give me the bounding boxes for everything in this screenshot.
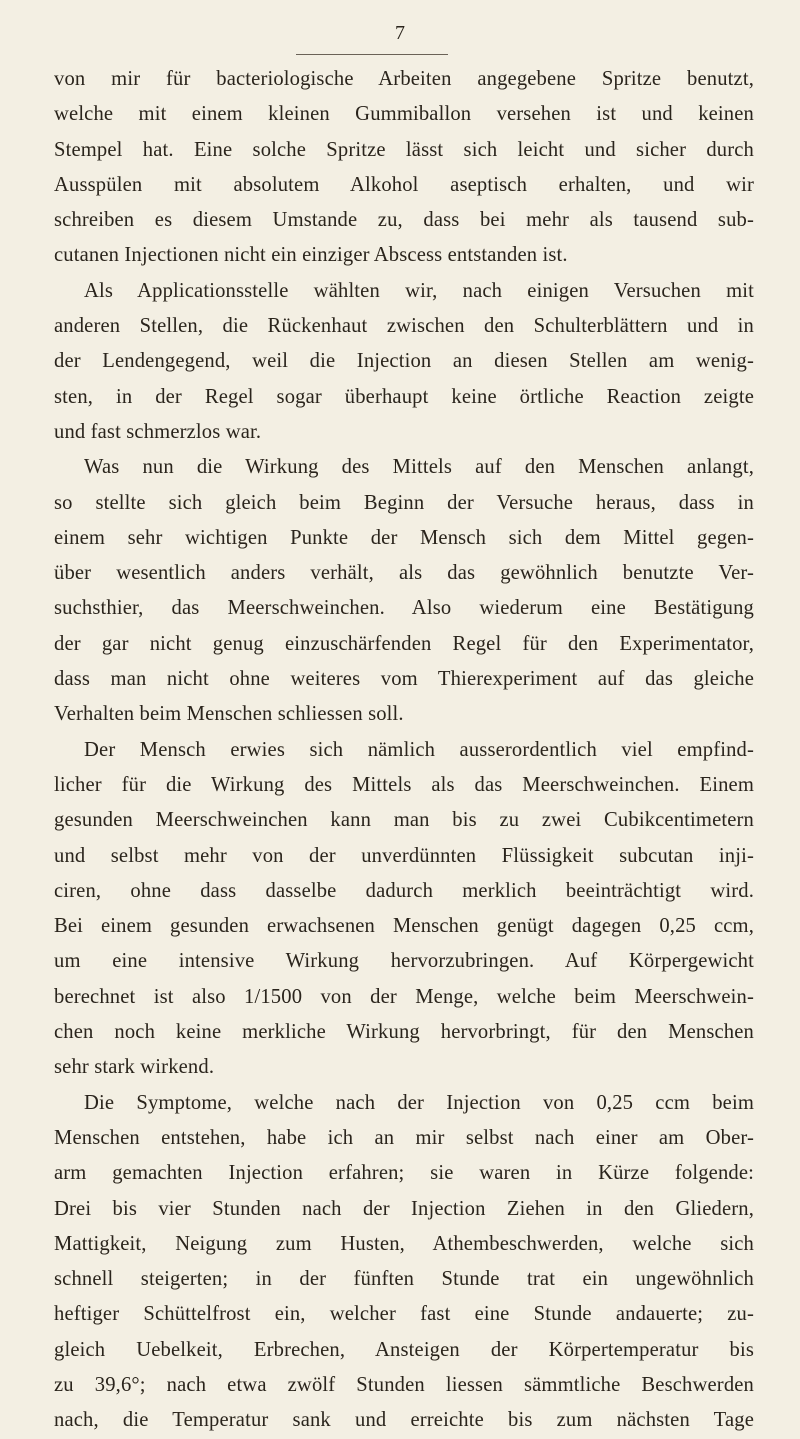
text-line: berechnet ist also 1/1500 von der Menge, welche beim Meerschwein- [54,985,754,1008]
text-line: heftiger Schüttelfrost ein, welcher fast eine Stunde andauerte; zu- [54,1303,754,1326]
text-line: gleich Uebelkeit, Erbrechen, Ansteigen der Körpertemperatur bis [54,1338,754,1361]
text-line: der Lendengegend, weil die Injection an diesen Stellen am wenig- [54,350,754,373]
text-line: und selbst mehr von der unverdünnten Flüssigkeit subcutan inji- [54,844,754,867]
text-line: nach, die Temperatur sank und erreichte bis zum nächsten Tage [54,1409,754,1432]
text-line: arm gemachten Injection erfahren; sie waren in Kürze folgende: [54,1162,754,1185]
text-line: Der Mensch erwies sich nämlich ausserordentlich viel empfind- [84,738,754,761]
text-line: Mattigkeit, Neigung zum Husten, Athembeschwerden, welche sich [54,1232,754,1255]
text-line: einem sehr wichtigen Punkte der Mensch sich dem Mittel gegen- [54,526,754,549]
text-line: Ausspülen mit absolutem Alkohol aseptisch erhalten, und wir [54,173,754,196]
text-line: Stempel hat. Eine solche Spritze lässt sich leicht und sicher durch [54,138,754,161]
text-line: ciren, ohne dass dasselbe dadurch merklich beeinträchtigt wird. [54,879,754,902]
text-line: cutanen Injectionen nicht ein einziger Abscess entstanden ist. [54,244,568,267]
text-line: schnell steigerten; in der fünften Stunde trat ein ungewöhnlich [54,1268,754,1291]
text-line: der gar nicht genug einzuschärfenden Regel für den Experimentator, [54,632,754,655]
text-line: Drei bis vier Stunden nach der Injection Ziehen in den Gliedern, [54,1197,754,1220]
text-line: sehr stark wirkend. [54,1056,215,1079]
text-line: licher für die Wirkung des Mittels als das Meerschweinchen. Einem [54,773,754,796]
text-line: und fast schmerzlos war. [54,420,262,443]
text-line: Die Symptome, welche nach der Injection von 0,25 ccm beim [84,1091,754,1114]
text-line: Was nun die Wirkung des Mittels auf den Menschen anlangt, [84,456,754,479]
text-line: anderen Stellen, die Rückenhaut zwischen den Schulterblättern und in [54,315,754,338]
text-line: chen noch keine merkliche Wirkung hervorbringt, für den Menschen [54,1021,754,1044]
text-line: Menschen entstehen, habe ich an mir selbst nach einer am Ober- [54,1126,754,1149]
text-line: gesunden Meerschweinchen kann man bis zu zwei Cubikcentimetern [54,809,754,832]
text-line: suchsthier, das Meerschweinchen. Also wiederum eine Bestätigung [54,597,754,620]
text-line: welche mit einem kleinen Gummiballon versehen ist und keinen [54,103,754,126]
text-line: Als Applicationsstelle wählten wir, nach einigen Versuchen mit [84,279,754,302]
header-rule [296,54,448,55]
body-text [54,62,754,1439]
text-line: von mir für bacteriologische Arbeiten angegebene Spritze benutzt, [54,68,754,90]
text-line: schreiben es diesem Umstande zu, dass bei mehr als tausend sub- [54,209,754,232]
text-line: dass man nicht ohne weiteres vom Thierexperiment auf das gleiche [54,668,754,691]
text-line: so stellte sich gleich beim Beginn der Versuche heraus, dass in [54,491,754,514]
text-line: Bei einem gesunden erwachsenen Menschen genügt dagegen 0,25 ccm, [54,915,754,938]
page-number: 7 [395,22,405,44]
text-line: Verhalten beim Menschen schliessen soll. [54,703,404,726]
text-line: zu 39,6°; nach etwa zwölf Stunden liessen sämmtliche Beschwerden [54,1373,754,1396]
text-line: über wesentlich anders verhält, als das gewöhnlich benutzte Ver- [54,562,754,585]
text-line: um eine intensive Wirkung hervorzubringen. Auf Körpergewicht [54,950,754,973]
text-line: sten, in der Regel sogar überhaupt keine örtliche Reaction zeigte [54,385,754,408]
